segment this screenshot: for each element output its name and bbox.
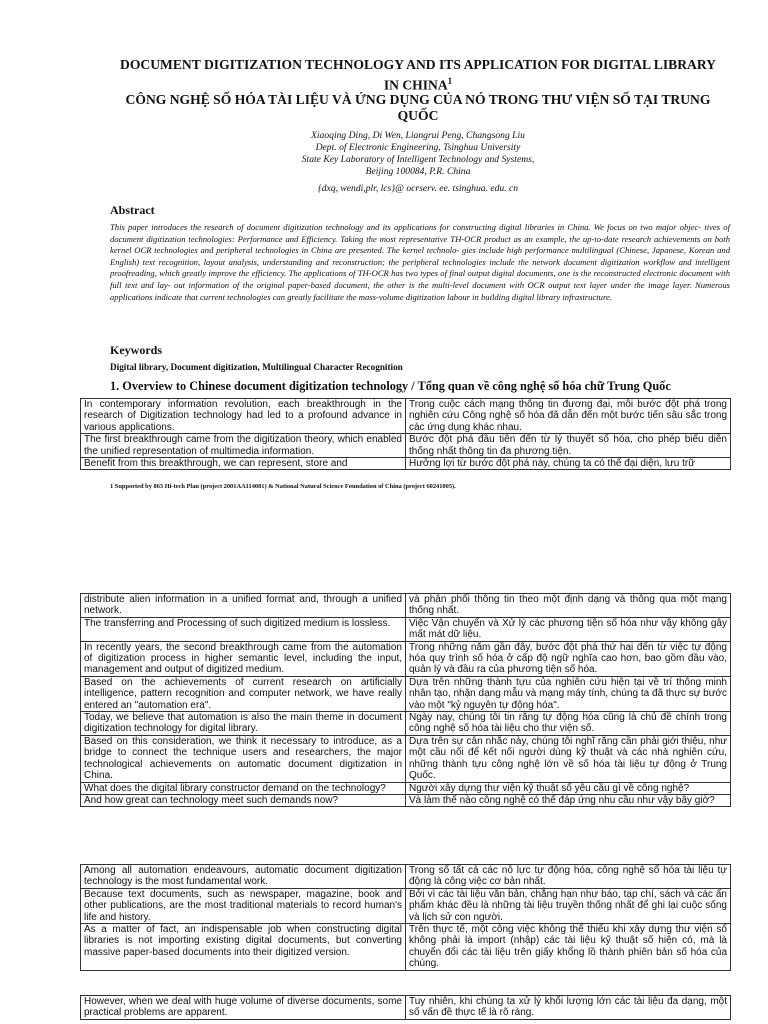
table-row [81,594,731,618]
vietnamese-cell: Dựa trên sự cân nhắc này, chúng tôi nghĩ rằng cần phải giới thiệu, như một cầu nối để kết nối người dùng kỹ thuật và các nhà nghiên cứu, những thành tựu công nghệ lớn về số hóa tài liệu tự động ở Trung Quốc. [406,735,731,782]
table-row [81,617,731,641]
vietnamese-cell: Trong những năm gần đây, bước đột phá thứ hai đến từ việc tự động hóa quy trình số hóa ở cấp độ ngữ nghĩa cao hơn, bao gồm đầu vào, quản lý và đầu ra của phương tiện số hóa. [406,641,731,676]
author-emails: {dxq, wendi,plr, lcs}@ ocrserv. ee. tsinghua. edu. cn [317,183,519,194]
vietnamese-cell: Việc Vận chuyển và Xử lý các phương tiện số hóa như vậy không gây mất mát dữ liệu. [406,617,731,641]
bilingual-table-2 [80,593,731,807]
vietnamese-cell: và phân phối thông tin theo một định dạng và thông qua một mạng thống nhất. [406,594,731,618]
table-row [81,434,731,458]
vietnamese-cell: Bởi vì các tài liệu văn bản, chẳng hạn như báo, tạp chí, sách và các ấn phẩm khác đều là những tài liệu truyền thống nhất để ghi lại cuộc sống và lịch sử con người. [406,888,731,923]
table-row [81,924,731,971]
keywords-heading: Keywords [110,343,162,357]
english-cell: Based on this consideration, we think it necessary to introduce, as a bridge to connect the technique users and researchers, the major technological achievements on automatic document digitization in China. [81,735,406,782]
vietnamese-cell: Dựa trên những thành tựu của nghiên cứu hiện tại về trí thông minh nhân tạo, nhận dạng mẫu và mạng máy tính, chúng ta đã thực sự bước vào một "kỷ nguyên tự động hóa". [406,676,731,711]
affiliation-address: Beijing 100084, P.R. China [365,166,471,177]
paper-title-en [100,57,736,94]
table-row [81,782,731,794]
english-cell: However, when we deal with huge volume of diverse documents, some practical problems are apparent. [81,996,406,1020]
affiliation-lab: State Key Laboratory of Intelligent Technology and Systems, [301,154,535,165]
english-cell: As a matter of fact, an indispensable job when constructing digital libraries is not importing existing digital documents, but converting massive paper-based documents into their digitized version. [81,924,406,971]
vietnamese-cell: Người xây dựng thư viện kỹ thuật số yêu cầu gì về công nghệ? [406,782,731,794]
english-cell: Among all automation endeavours, automatic document digitization technology is the most fundamental work. [81,865,406,889]
bilingual-table-3 [80,864,731,971]
english-cell [81,458,406,470]
vietnamese-cell: Và làm thế nào công nghệ có thể đáp ứng nhu cầu như vậy bây giờ? [406,794,731,806]
english-cell: Today, we believe that automation is also the main theme in document digitization technology for digital library. [81,712,406,736]
table-row [81,676,731,711]
table-row [81,865,731,889]
keywords-text: Digital library, Document digitization, Multilingual Character Recognition [110,362,403,372]
vietnamese-cell: Trên thực tế, một công việc không thể thiếu khi xây dựng thư viện số không phải là import (nhập) các tài liệu kỹ thuật số hiện có, mà là chuyển đổi các tài liệu trên giấy khổng lồ thành phiên bản số hóa của chúng. [406,924,731,971]
title-en-line1: DOCUMENT DIGITIZATION TECHNOLOGY AND ITS APPLICATION FOR DIGITAL LIBRARY [120,57,716,72]
abstract-text: This paper introduces the research of document digitization technology and its applications for constructing digital libraries in China. We focus on two major objec- tives of document digitization technologies: Performance and Efficiency. Taking the most representative TH-OCR product as an example, the up-to-date research achievements on both kernel OCR technologies and peripheral technologies in China are presented. The kernel technolo- gies include high performance multilingual (Chinese, Japanese, Korean and English) text recognition, layout analysis, understanding and reconstruction; the peripheral technologies include the network document digitization workflow and intelligent proofreading, which greatly improve the efficiency. The applications of TH-OCR has two types of final output digital documents, one is the reconstructed electronic document with full text and lay- out information of the original paper-based document, the other is the multi-level document with OCR output text layer under the image layer. Numerous applications indicate that current technologies can greatly facilitate the mass-volume digitization labour in building digital library infrastructure. [110,222,730,302]
table-row [81,458,731,470]
vietnamese-cell-text: Hưởng lợi từ bước đột phá này, chúng ta có thể đại diện, lưu trữ [409,458,695,470]
english-cell: The first breakthrough came from the digitization theory, which enabled the unified representation of multimedia information. [81,434,406,458]
title-vi-line2: QUỐC [397,108,439,123]
table-row [81,399,731,434]
table-row [81,888,731,923]
table-row [81,712,731,736]
title-vi-line1: CÔNG NGHỆ SỐ HÓA TÀI LIỆU VÀ ỨNG DỤNG CỦA NÓ TRONG THƯ VIỆN SỐ TẠI TRUNG [125,92,711,107]
vietnamese-cell [406,458,731,470]
table-row [81,794,731,806]
english-cell: In recently years, the second breakthrough came from the automation of digitization process in higher semantic level, including the input, management and output of digitized medium. [81,641,406,676]
title-footnote-mark: 1 [447,76,453,86]
affiliation-dept: Dept. of Electronic Engineering, Tsinghua University [315,142,521,153]
vietnamese-cell: Tuy nhiên, khi chúng ta xử lý khối lượng lớn các tài liệu đa dạng, một số vấn đề thực tế là rõ ràng. [406,996,731,1020]
english-cell: In contemporary information revolution, each breakthrough in the research of Digitization technology had led to a profound advance in various applications. [81,399,406,434]
vietnamese-cell: Trong số tất cả các nỗ lực tự động hóa, công nghệ số hóa tài liệu tự động là công việc cơ bản nhất. [406,865,731,889]
section-1-heading: 1. Overview to Chinese document digitization technology / Tổng quan về công nghệ số hóa chữ Trung Quốc [110,379,671,393]
table-row [81,735,731,782]
english-cell-text: Benefit from this breakthrough, we can represent, store and [84,458,348,470]
english-cell: The transferring and Processing of such digitized medium is lossless. [81,617,406,641]
title-en-line2: IN CHINA [383,77,448,93]
table-row [81,996,731,1020]
abstract-heading: Abstract [110,203,155,217]
paper-title-vi [100,92,736,124]
footnote: 1 Supported by 863 Hi-tech Plan (project 2001AA114081) & National Natural Science Foundation of China (project 60241005). [110,483,456,490]
vietnamese-cell: Ngày nay, chúng tôi tin rằng tự động hóa cũng là chủ đề chính trong công nghệ số hóa tài liệu cho thư viện số. [406,712,731,736]
english-cell: Based on the achievements of current research on artificially intelligence, pattern recognition and computer network, we have really entered an "automation era". [81,676,406,711]
english-cell: What does the digital library constructor demand on the technology? [81,782,406,794]
bilingual-table-4 [80,995,731,1020]
vietnamese-cell: Trong cuộc cách mạng thông tin đương đại, mỗi bước đột phá trong nghiên cứu Công nghệ số hóa đã dẫn đến một bước tiến sâu sắc trong các ứng dụng khác nhau. [406,399,731,434]
table-row [81,641,731,676]
bilingual-table-1 [80,398,731,470]
english-cell: And how great can technology meet such demands now? [81,794,406,806]
authors: Xiaoqing Ding, Di Wen, Liangrui Peng, Changsong Liu [311,130,525,141]
english-cell: distribute alien information in a unified format and, through a unified network. [81,594,406,618]
vietnamese-cell: Bước đột phá đầu tiên đến từ lý thuyết số hóa, cho phép biểu diễn thống nhất thông tin đa phương tiện. [406,434,731,458]
english-cell: Because text documents, such as newspaper, magazine, book and other publications, are the most traditional materials to record human's life and history. [81,888,406,923]
